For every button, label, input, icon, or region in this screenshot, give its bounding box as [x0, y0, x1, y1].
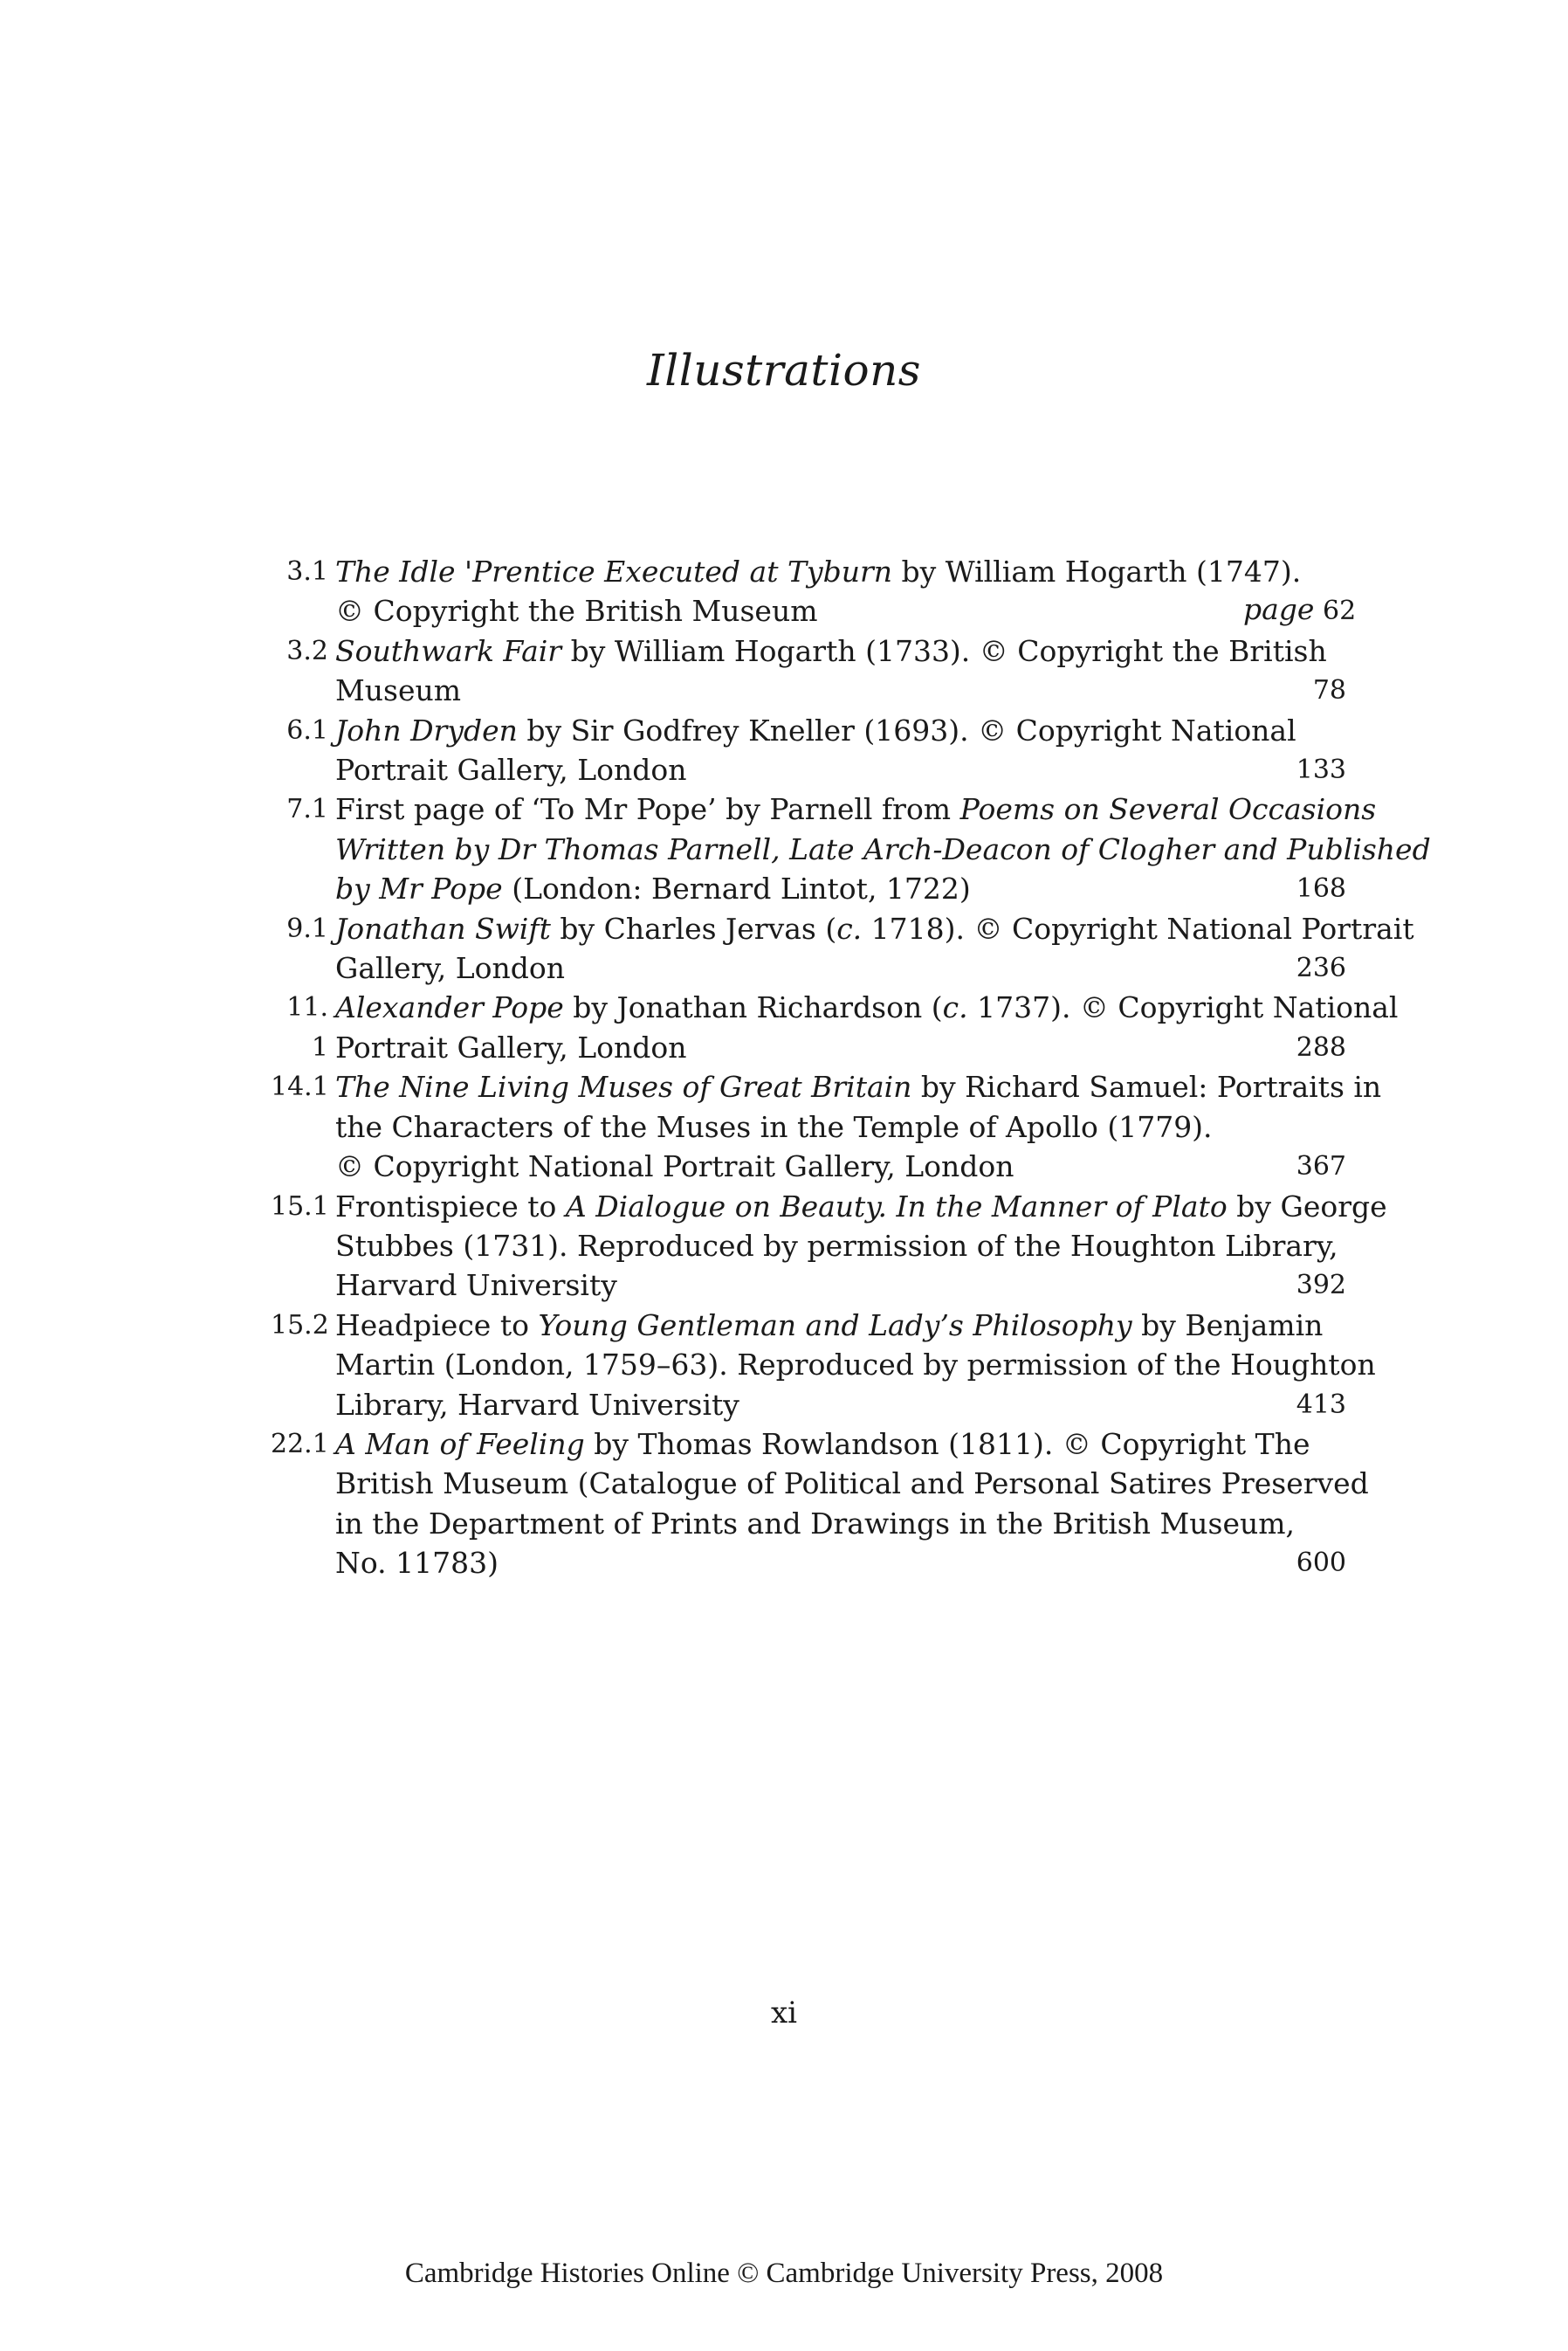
page-title: Illustrations [647, 345, 921, 396]
caption-title-italic: Alexander Pope [335, 990, 564, 1025]
caption-title-italic: A Man of Feeling [335, 1426, 585, 1461]
illustration-entry [271, 711, 1346, 790]
caption-line [335, 1147, 1243, 1186]
caption-text: Martin (London, 1759–63). Reproduced by permission of the Houghton [335, 1348, 1376, 1382]
caption-text: 1737). © Copyright National [967, 990, 1399, 1025]
figure-caption [335, 711, 1296, 790]
figure-number: 15.2 [271, 1309, 329, 1341]
caption-title-italic: A Dialogue on Beauty. In the Manner of Plato [565, 1189, 1228, 1224]
caption-text: First page of ‘To Mr Pope’ by Parnell from [335, 792, 960, 827]
figure-number: 14.1 [271, 1072, 329, 1103]
caption-text: (London: Bernard Lintot, 1722) [502, 872, 971, 907]
page-label: page [1243, 592, 1315, 627]
caption-line [335, 988, 1399, 1027]
page-number-value: 78 [1312, 675, 1346, 707]
caption-text: Headpiece to [335, 1307, 539, 1342]
caption-title-italic: The Nine Living Muses of Great Britain [335, 1070, 912, 1105]
caption-title-italic: c. [942, 990, 968, 1025]
caption-line [335, 1424, 1310, 1464]
caption-title-italic: Written by Dr Thomas Parnell, Late Arch-Deacon of Clogher and Published [335, 831, 1431, 866]
page-reference [1243, 1028, 1346, 1067]
caption-line [335, 948, 1243, 988]
caption-line [335, 1306, 1324, 1345]
caption-text: © Copyright National Portrait Gallery, London [335, 1149, 1014, 1184]
caption-text: Stubbes (1731). Reproduced by permission of the Houghton Library, [335, 1228, 1338, 1263]
page-number-value: 236 [1296, 953, 1346, 984]
footer-copyright: Cambridge Histories Online © Cambridge University Press, 2008 [404, 2258, 1164, 2289]
caption-line [335, 631, 1327, 671]
figure-number: 7.1 [286, 794, 328, 825]
page-number-value: 168 [1296, 873, 1346, 905]
caption-title-italic: Poems on Several Occasions [959, 792, 1377, 827]
caption-text: Gallery, London [335, 951, 565, 986]
figure-number: 9.1 [286, 913, 328, 944]
caption-text: by William Hogarth (1733). © Copyright the British [561, 633, 1327, 668]
caption-line [335, 1067, 1382, 1107]
caption-text: by Richard Samuel: Portraits in [911, 1070, 1382, 1105]
caption-line [335, 1464, 1369, 1503]
caption-line [335, 1345, 1376, 1384]
caption-text: British Museum (Catalogue of Political and Personal Satires Preserved [335, 1466, 1369, 1501]
caption-text: by Jonathan Richardson ( [563, 990, 943, 1025]
caption-line [335, 1028, 1243, 1067]
caption-text: Harvard University [335, 1268, 617, 1303]
caption-title-italic: Jonathan Swift [335, 911, 551, 946]
page-reference [1243, 589, 1356, 631]
caption-text: the Characters of the Muses in the Temple of Apollo (1779). [335, 1109, 1213, 1144]
page-reference [1243, 750, 1346, 789]
caption-line [335, 750, 1243, 789]
illustration-entry [271, 1187, 1387, 1306]
figure-number: 11. 1 [286, 992, 328, 1063]
page-reference [1243, 1543, 1346, 1582]
caption-title-italic: Southwark Fair [335, 633, 562, 668]
illustration-entry [271, 988, 1399, 1067]
caption-text: Library, Harvard University [335, 1387, 739, 1422]
page-number-value: 367 [1296, 1151, 1346, 1182]
caption-line [335, 1385, 1243, 1424]
illustration-entry [271, 1424, 1369, 1583]
illustration-entry [271, 631, 1346, 711]
page-reference [1243, 948, 1346, 988]
caption-title-italic: c. [836, 911, 863, 946]
page-number-value: 288 [1296, 1031, 1346, 1063]
caption-line [335, 1187, 1387, 1226]
caption-line [335, 830, 1431, 869]
caption-line [335, 591, 1243, 631]
caption-line [335, 1265, 1243, 1305]
caption-line [335, 1226, 1338, 1265]
caption-line [335, 1504, 1296, 1543]
caption-title-italic: by Mr Pope [335, 872, 503, 907]
caption-text: in the Department of Prints and Drawings in the British Museum, [335, 1506, 1296, 1541]
page-reference [1243, 1265, 1346, 1305]
caption-text: Portrait Gallery, London [335, 753, 687, 788]
illustration-entry [271, 789, 1431, 908]
page-number-value: 413 [1296, 1389, 1346, 1420]
caption-line [335, 1543, 1243, 1582]
figure-number: 6.1 [286, 714, 328, 746]
page-number-value: 62 [1323, 596, 1357, 627]
caption-text: by Thomas Rowlandson (1811). © Copyright The [584, 1426, 1310, 1461]
caption-text: 1718). © Copyright National Portrait [862, 911, 1414, 946]
caption-text: Museum [335, 673, 462, 708]
caption-line [335, 789, 1377, 829]
caption-text: by Sir Godfrey Kneller (1693). © Copyright National [517, 713, 1296, 748]
caption-title-italic: Young Gentleman and Lady’s Philosophy [538, 1307, 1132, 1342]
page-reference [1243, 1385, 1346, 1424]
caption-text: Frontispiece to [335, 1189, 566, 1224]
page-number-value: 133 [1296, 755, 1346, 786]
caption-line [335, 869, 1243, 908]
page-number-value: 392 [1296, 1270, 1346, 1301]
caption-line [335, 909, 1414, 948]
caption-title-italic: John Dryden [335, 713, 518, 748]
page-reference [1243, 1147, 1346, 1186]
illustration-entry [271, 909, 1414, 989]
caption-line [335, 1107, 1243, 1147]
page-number: xi [770, 1996, 798, 2030]
illustration-entry [271, 552, 1357, 631]
illustration-entry [271, 1306, 1376, 1424]
caption-title-italic: The Idle 'Prentice Executed at Tyburn [335, 555, 893, 589]
figure-number: 15.1 [271, 1190, 329, 1222]
illustrations-list [271, 552, 1431, 1583]
caption-text: by Charles Jervas ( [550, 911, 837, 946]
caption-text: by William Hogarth (1747). [892, 555, 1302, 589]
figure-number: 3.1 [286, 556, 328, 587]
caption-line [335, 671, 1243, 710]
illustration-entry [271, 1067, 1382, 1186]
caption-text: © Copyright the British Museum [335, 594, 818, 629]
figure-number: 22.1 [271, 1428, 329, 1459]
caption-text: No. 11783) [335, 1546, 499, 1581]
figure-caption [335, 631, 1327, 711]
caption-line [335, 711, 1296, 750]
caption-text: by George [1227, 1189, 1387, 1224]
caption-text: by Benjamin [1131, 1307, 1324, 1342]
page-number-value: 600 [1296, 1548, 1346, 1579]
caption-text: Portrait Gallery, London [335, 1030, 687, 1065]
page-reference [1243, 671, 1346, 710]
caption-line [335, 552, 1302, 591]
figure-number: 3.2 [286, 635, 328, 666]
page-reference [1243, 869, 1346, 908]
